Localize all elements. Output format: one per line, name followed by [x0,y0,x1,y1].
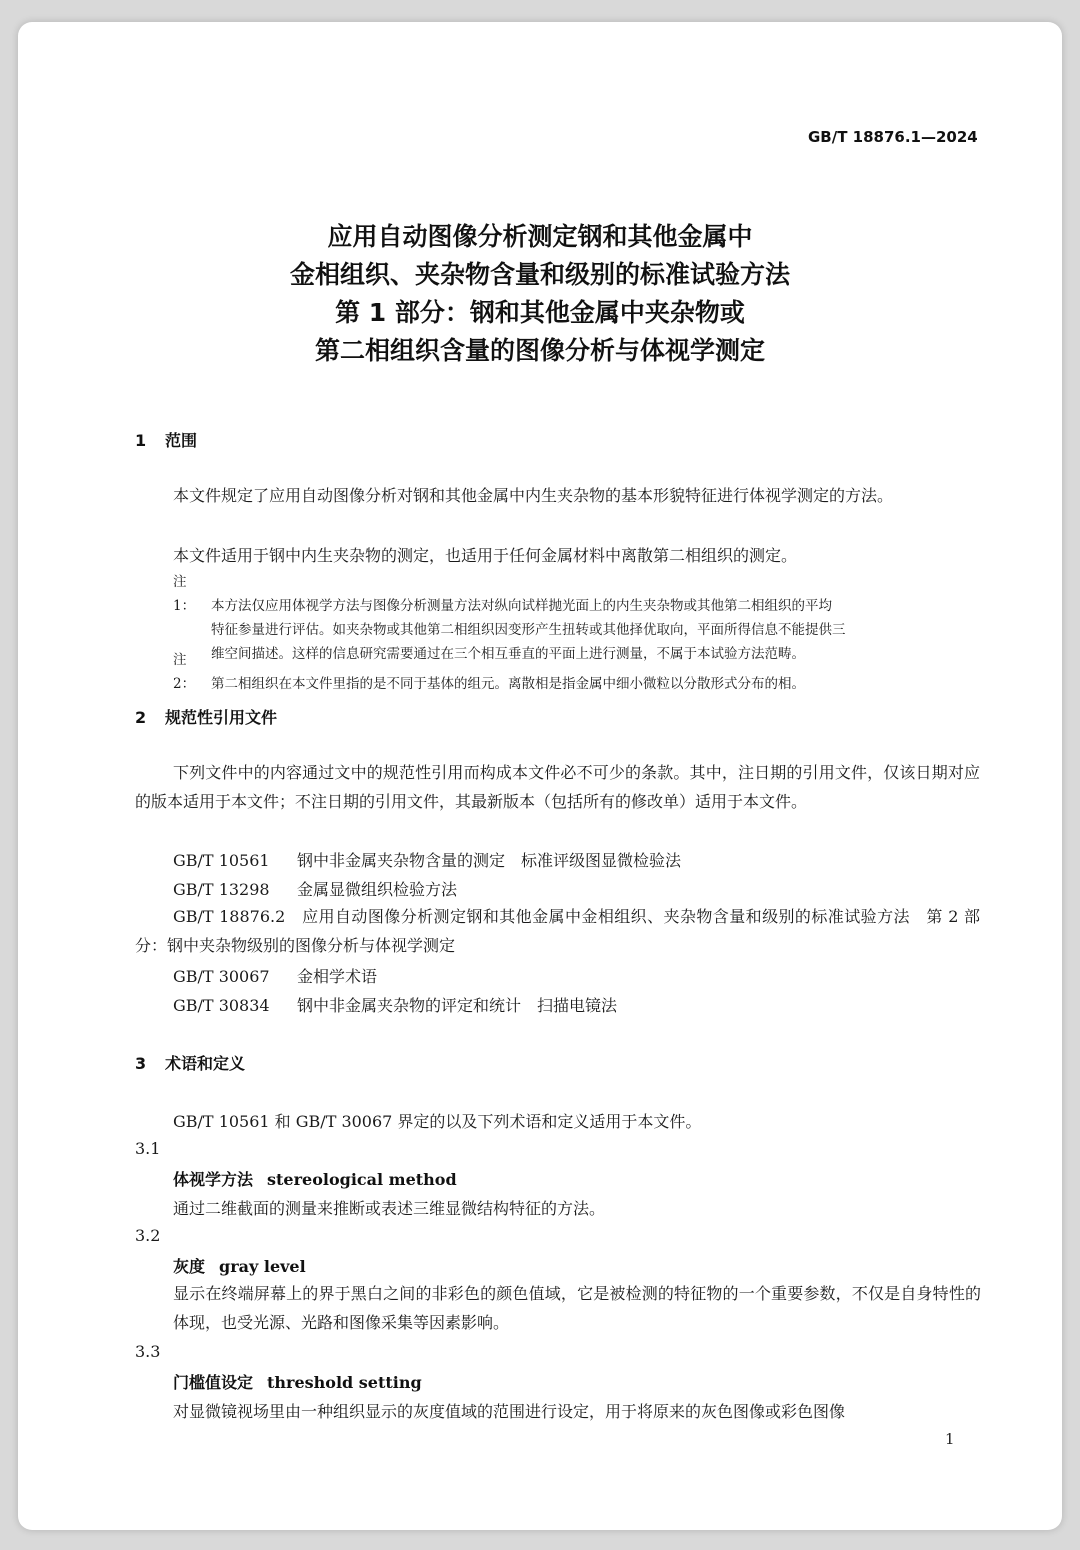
term-number: 3.2 [135,1226,161,1245]
term-number: 3.3 [135,1342,161,1361]
reference-item [173,993,617,1016]
title-line: 第二相组织含量的图像分析与体视学测定 [314,336,765,365]
reference-item [135,902,980,960]
reference-code: GB/T 30067 [173,967,270,986]
term-zh: 门槛值设定 [173,1373,254,1392]
page-number: 1 [945,1430,955,1448]
term-en: threshold setting [267,1373,422,1392]
document-title [0,218,1080,370]
section-3-intro: GB/T 10561 和 GB/T 30067 界定的以及下列术语和定义适用于本文件。 [173,1112,702,1131]
note-label: 注 2： [173,652,196,692]
title-line: 金相组织、夹杂物含量和级别的标准试验方法 [289,260,790,289]
term-definition: 对显微镜视场里由一种组织显示的灰度值域的范围进行设定，用于将原来的灰色图像或彩色图像 [173,1402,846,1421]
reference-title: 钢中非金属夹杂物含量的测定 标准评级图显微检验法 [297,851,682,870]
section-3-heading [135,1051,245,1074]
section-1-paragraph: 本文件规定了应用自动图像分析对钢和其他金属中内生夹杂物的基本形貌特征进行体视学测定的方法。 [173,486,894,505]
term-number: 3.1 [135,1139,161,1158]
reference-title: 应用自动图像分析测定钢和其他金属中金相组织、夹杂物含量和级别的标准试验方法 第 2 部分：钢中夹杂物级别的图像分析与体视学测定 [135,907,980,955]
note-text: 本方法仅应用体视学方法与图像分析测量方法对纵向试样抛光面上的内生夹杂物或其他第二相组织的平均 [211,598,832,614]
note-text: 第二相组织在本文件里指的是不同于基体的组元。离散相是指金属中细小微粒以分散形式分布的相。 [211,676,805,692]
reference-item [173,877,457,900]
title-line: 第 1 部分：钢和其他金属中夹杂物或 [335,298,745,327]
term-definition: 显示在终端屏幕上的界于黑白之间的非彩色的颜色值域，它是被检测的特征物的一个重要参数，不仅是自身特性的体现，也受光源、光路和图像采集等因素影响。 [173,1284,981,1332]
reference-code: GB/T 18876.2 [173,907,286,926]
term-definition: 通过二维截面的测量来推断或表述三维显微结构特征的方法。 [173,1199,606,1218]
title-line: 应用自动图像分析测定钢和其他金属中 [327,222,753,251]
term-heading [173,1370,422,1393]
term-zh: 体视学方法 [173,1170,254,1189]
term-heading [173,1167,457,1190]
section-2-heading [135,705,277,728]
standard-code: GB/T 18876.1—2024 [808,128,978,146]
note-text: 维空间描述。这样的信息研究需要通过在三个相互垂直的平面上进行测量，不属于本试验方法范畴。 [211,646,805,662]
reference-code: GB/T 30834 [173,996,270,1015]
note-2 [173,648,983,696]
note-text: 特征参量进行评估。如夹杂物或其他第二相组织因变形产生扭转或其他择优取向，平面所得信息不能提供三 [211,622,846,638]
reference-title: 金属显微组织检验方法 [297,880,458,899]
section-number: 1 [135,431,147,450]
term-heading [173,1254,306,1277]
note-label: 注 1： [173,574,196,614]
section-title: 范围 [165,431,198,450]
term-en: gray level [219,1257,306,1276]
reference-code: GB/T 13298 [173,880,270,899]
reference-item [173,964,377,987]
reference-title: 钢中非金属夹杂物的评定和统计 扫描电镜法 [297,996,618,1015]
reference-code: GB/T 10561 [173,851,270,870]
reference-item [173,848,681,871]
section-title: 规范性引用文件 [165,708,278,727]
term-en: stereological method [267,1170,457,1189]
term-zh: 灰度 [173,1257,206,1276]
section-2-intro: 下列文件中的内容通过文中的规范性引用而构成本文件必不可少的条款。其中，注日期的引用文件，仅该日期对应的版本适用于本文件；不注日期的引用文件，其最新版本（包括所有的修改单）适用于本文件。 [135,763,980,811]
reference-title: 金相学术语 [297,967,378,986]
section-1-paragraph: 本文件适用于钢中内生夹杂物的测定，也适用于任何金属材料中离散第二相组织的测定。 [173,546,798,565]
section-title: 术语和定义 [165,1054,246,1073]
section-number: 2 [135,708,147,727]
section-1-heading [135,428,197,451]
section-number: 3 [135,1054,147,1073]
